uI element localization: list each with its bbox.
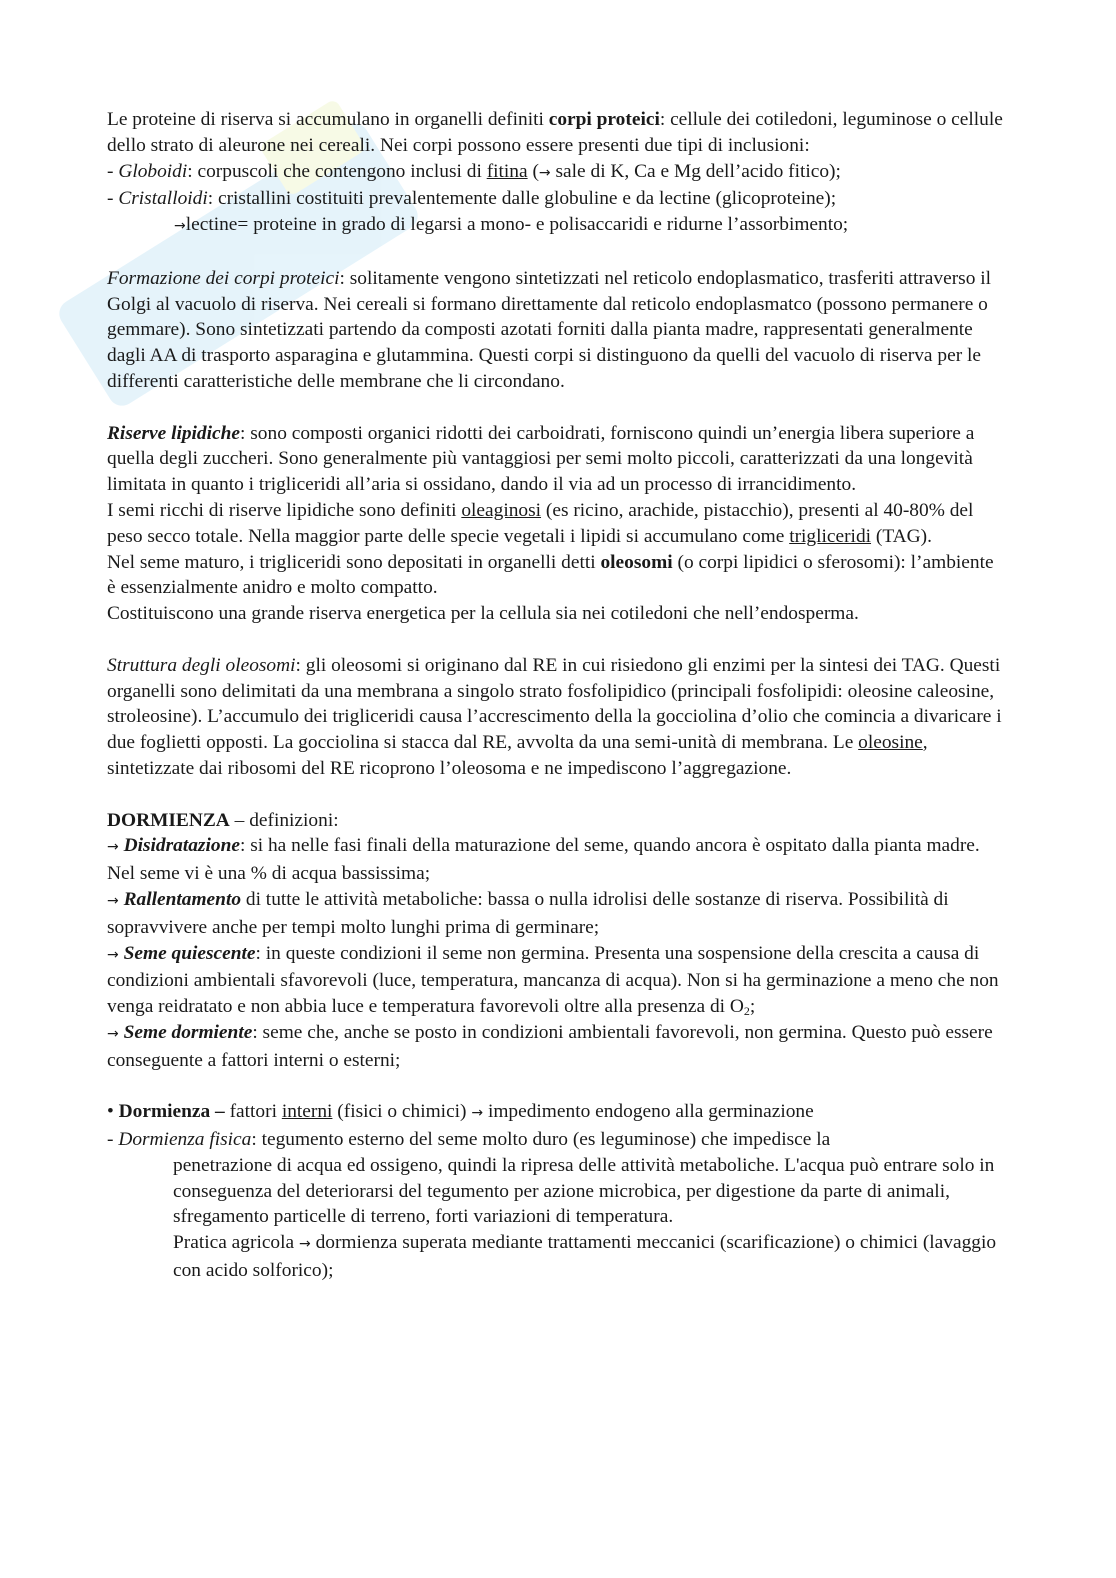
paragraph-corpi-proteici: Le proteine di riserva si accumulano in organelli definiti corpi proteici: cellule dei cotiledoni, leguminose o cellule dello strato di aleurone nei cereali. Nei corpi possono essere presenti due tipi di inclusioni:	[107, 109, 1003, 156]
term-seme-dormiente: Seme dormiente	[123, 1021, 253, 1043]
definition-seme-dormiente: → Seme dormiente: seme che, anche se posto in condizioni ambientali favorevoli, non germina. Questo può essere conseguente a fattori interni o esterni;	[107, 1021, 993, 1071]
definition-seme-quiescente: → Seme quiescente: in queste condizioni il seme non germina. Presenta una sospensione della crescita a causa di condizioni ambientali sfavorevoli (luce, temperatura, mancanza di acqua). Non si ha germinazione a meno che non venga reidratato e non abbia luce e temperatura favorevoli oltre alla presenza di $O_2$;	[107, 942, 999, 1019]
paragraph-struttura-oleosomi: Struttura degli oleosomi: gli oleosomi si originano dal RE in cui risiedono gli enzimi per la sintesi dei TAG. Questi organelli sono delimitati da una membrana a singolo strato fosfolipidico (principali fosfolipidi: oleosine caleosine, stroleosine). L’accumulo dei trigliceridi causa l’accrescimento della la gocciolina d’olio che comincia a divaricare i due foglietti opposti. La gocciolina si stacca dal RE, avvolta da una semi-unità di membrana. Le oleosine, sintetizzate dai ribosomi del RE ricoprono l’oleosoma e ne impediscono l’aggregazione.	[107, 654, 1002, 779]
definition-disidratazione: → Disidratazione: si ha nelle fasi finali della maturazione del seme, quando ancora è ospitato dalla pianta madre. Nel seme vi è una % di acqua bassissima;	[107, 835, 980, 885]
arrow-icon: →	[298, 1236, 311, 1253]
item-lectine: →lectine= proteine in grado di legarsi a mono- e polisaccaridi e ridurne l’assorbimento;	[174, 214, 849, 236]
definition-rallentamento: → Rallentamento di tutte le attività metaboliche: bassa o nulla idrolisi delle sostanze di riserva. Possibilità di sopravvivere anche per tempi molto lunghi prima di germinare;	[107, 888, 949, 938]
term-formazione: Formazione dei corpi proteici	[107, 267, 340, 289]
document-page	[107, 107, 1007, 1284]
term-rallentamento: Rallentamento	[123, 888, 242, 910]
term-oleosomi: oleosomi	[600, 551, 673, 573]
term-cristalloidi: Cristalloidi	[118, 188, 208, 210]
term-globoidi: Globoidi	[118, 160, 188, 182]
term-interni: interni	[281, 1101, 333, 1123]
paragraph-riserve-lipidiche: Riserve lipidiche: sono composti organici ridotti dei carboidrati, forniscono quindi un’energia libera superiore a quella degli zuccheri. Sono generalmente più vantaggiosi per semi molto piccoli, caratterizzati da una longevità limitata in quanto i trigliceridi all’aria si ossidano, dando il via ad un processo di irrancidimento.	[107, 422, 975, 496]
item-cristalloidi: - Cristalloidi: cristallini costituiti prevalentemente dalle globuline e da lectine (glicoproteine);	[107, 188, 837, 210]
arrow-icon: →	[107, 1025, 119, 1042]
term-dormienza-fisica: Dormienza fisica	[118, 1129, 252, 1151]
arrow-icon: →	[107, 946, 119, 963]
term-trigliceridi: trigliceridi	[789, 525, 872, 547]
item-globoidi: - Globoidi: corpuscoli che contengono inclusi di fitina (→ sale di K, Ca e Mg dell’acido fitico);	[107, 160, 841, 182]
arrow-icon: →	[538, 164, 551, 181]
bullet-icon: •	[107, 1101, 119, 1123]
item-dormienza-fisica: - Dormienza fisica: tegumento esterno del seme molto duro (es leguminose) che impedisce la	[107, 1129, 831, 1151]
arrow-icon: →	[107, 892, 119, 909]
paragraph-oleosomi: Nel seme maturo, i trigliceridi sono depositati in organelli detti oleosomi (o corpi lipidici o sferosomi): l’ambiente è essenzialmente anidro e molto compatto.	[107, 551, 994, 599]
heading-dormienza: DORMIENZA – definizioni:	[107, 809, 339, 831]
item-dormienza-fisica-cont: penetrazione di acqua ed ossigeno, quindi la ripresa delle attività metaboliche. L'acqua può entrare solo in conseguenza del deteriorarsi del tegumento per azione microbica, per digestione da parte di animali, sfregamento particelle di terreno, forti variazioni di temperatura.	[173, 1154, 995, 1228]
arrow-icon: →	[107, 839, 119, 856]
arrow-icon: →	[471, 1105, 484, 1122]
term-oleaginosi: oleaginosi	[461, 499, 542, 521]
item-pratica-agricola: Pratica agricola → dormienza superata mediante trattamenti meccanici (scarificazione) o chimici (lavaggio con acido solforico);	[173, 1232, 997, 1282]
term-oleosine: oleosine	[858, 732, 923, 754]
term-struttura: Struttura degli oleosomi	[107, 654, 296, 676]
heading-dormienza-bold: DORMIENZA	[107, 809, 230, 831]
term-riserve-lipidiche: Riserve lipidiche	[107, 422, 241, 444]
paragraph-formazione: Formazione dei corpi proteici: solitamente vengono sintetizzati nel reticolo endoplasmatico, trasferiti attraverso il Golgi al vacuolo di riserva. Nei cereali si formano direttamente dal reticolo endoplasmatco (possono permanere o gemmare). Sono sintetizzati partendo da composti azotati forniti dalla pianta madre, rappresentati generalmente dagli AA di trasporto asparagina e glutammina. Questi corpi si distinguono da quelli del vacuolo di riserva per le differenti caratteristiche delle membrane che li circondano.	[107, 267, 992, 392]
term-corpi-proteici: corpi proteici	[548, 109, 660, 130]
heading-dormienza-interni: • Dormienza – fattori interni (fisici o chimici) → impedimento endogeno alla germinazione	[107, 1101, 814, 1123]
arrow-icon: →	[174, 218, 186, 235]
term-seme-quiescente: Seme quiescente	[123, 942, 256, 964]
paragraph-oleaginosi: I semi ricchi di riserve lipidiche sono definiti oleaginosi (es ricino, arachide, pistacchio), presenti al 40-80% del peso secco totale. Nella maggior parte delle specie vegetali i lipidi si accumulano come trigliceridi (TAG).	[107, 499, 974, 547]
term-fitina: fitina	[486, 160, 528, 182]
paragraph-riserva-energetica: Costituiscono una grande riserva energetica per la cellula sia nei cotiledoni che nell’endosperma.	[107, 603, 859, 625]
term-disidratazione: Disidratazione	[123, 835, 240, 857]
